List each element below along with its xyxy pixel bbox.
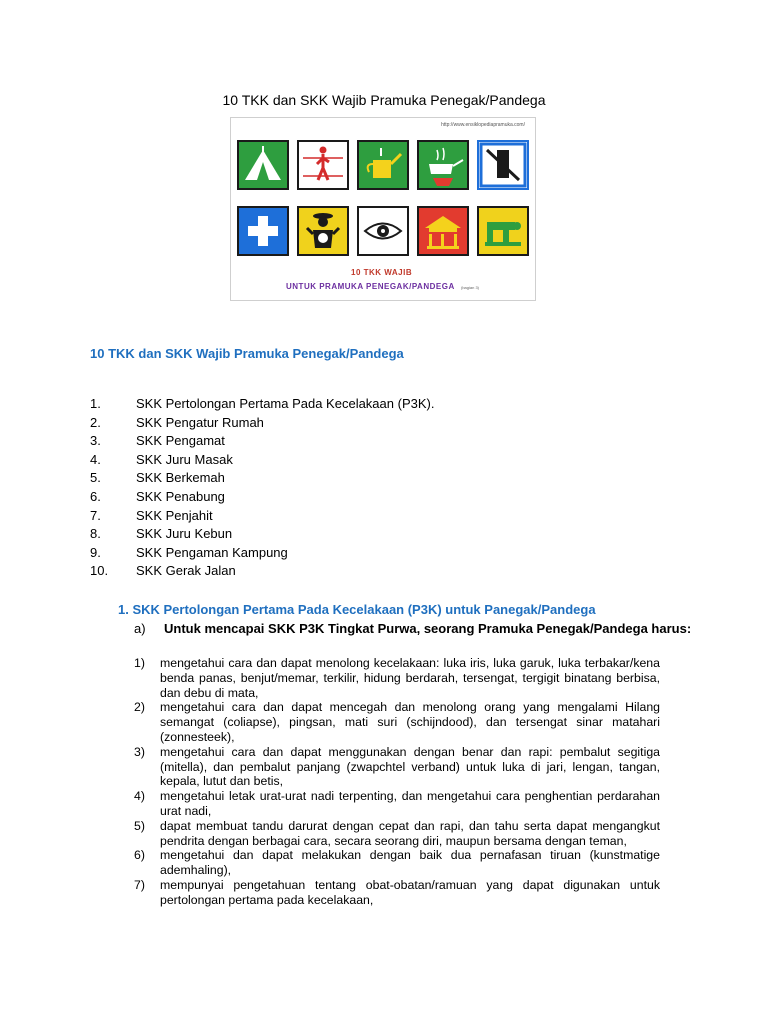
- list-item: 3) mengetahui cara dan dapat menggunakan dengan benar dan rapi: pembalut segitiga (mitella), dan pembalut panjang (zwapchtel verband) untuk luka di jari, lengan, tangan, kepala, lutut dan betis,: [134, 744, 660, 789]
- list-item: 9. SKK Pengaman Kampung: [90, 544, 288, 560]
- figure-part-label: (bagian 3): [461, 285, 480, 290]
- list-item: 5) dapat membuat tandu darurat dengan cepat dan rapi, dan tahu serta dapat mengangkut pendrita dengan berbagai cara, secara seorang diri, maupun bersama dengan teman,: [134, 818, 660, 848]
- list-item: 10. SKK Gerak Jalan: [90, 563, 236, 579]
- eye-icon: [357, 206, 409, 256]
- watering-can-icon: [357, 140, 409, 190]
- list-item: 4. SKK Juru Masak: [90, 451, 233, 467]
- scout-figure-icon: [297, 206, 349, 256]
- skk-list: [90, 396, 490, 582]
- no-entry-person-icon: [477, 140, 529, 190]
- cooking-pot-icon: [417, 140, 469, 190]
- list-item: 8. SKK Juru Kebun: [90, 526, 233, 542]
- list-item: 2) mengetahui cara dan dapat mencegah dan menolong orang yang mengalami Hilang semangat (coliapse), pingsan, mati suri (schijndood), dan tersengat sinar matahari (zonnesteek),: [134, 700, 660, 744]
- list-item: 5. SKK Berkemah: [90, 470, 225, 486]
- figure-banner-title: 10 TKK WAJIB: [351, 268, 413, 277]
- list-item: 7) mempunyai pengetahuan tentang obat-obatan/ramuan yang dapat digunakan untuk pertolongan pertama pada kecelakaan,: [134, 877, 660, 907]
- list-item: 3. SKK Pengamat: [90, 433, 225, 449]
- p3k-section-title: 1. SKK Pertolongan Pertama Pada Kecelakaan (P3K) untuk Panegak/Pandega: [118, 602, 596, 617]
- sewing-machine-icon: [477, 206, 529, 256]
- section-heading: 10 TKK dan SKK Wajib Pramuka Penegak/Pandega: [90, 346, 404, 361]
- requirements-list: [134, 656, 660, 908]
- list-item: 6. SKK Penabung: [90, 488, 225, 504]
- tent-icon: [237, 140, 289, 190]
- document-title: 10 TKK dan SKK Wajib Pramuka Penegak/Pandega: [222, 92, 546, 108]
- list-item: 6) mengetahui dan dapat melakukan dengan baik dua pernafasan tiruan (kunstmatige ademhaling),: [134, 848, 660, 878]
- house-icon: [417, 206, 469, 256]
- walking-person-icon: [297, 140, 349, 190]
- subsection-label: a): [134, 621, 146, 636]
- tkk-badges-figure: [230, 117, 536, 301]
- list-item: 1) mengetahui cara dan dapat menolong kecelakaan: luka iris, luka garuk, luka terbakar/kena benda panas, benjut/memar, terkilir, hidung berdarah, tersengat, tergigit binatang berbisa, dan debu di mata,: [134, 656, 660, 700]
- subsection-text: Untuk mencapai SKK P3K Tingkat Purwa, seorang Pramuka Penegak/Pandega harus:: [164, 621, 692, 636]
- figure-url: http://www.ensiklopediapramuka.com/: [441, 122, 525, 128]
- list-item: 1. SKK Pertolongan Pertama Pada Kecelakaan (P3K).: [90, 396, 435, 411]
- list-item: 2. SKK Pengatur Rumah: [90, 414, 264, 430]
- first-aid-cross-icon: [237, 206, 289, 256]
- list-item: 7. SKK Penjahit: [90, 507, 213, 523]
- figure-banner-subtitle: UNTUK PRAMUKA PENEGAK/PANDEGA: [286, 282, 455, 291]
- list-item: 4) mengetahui letak urat-urat nadi terpenting, dan mengetahui cara penghentian perdarahan urat nadi,: [134, 789, 660, 818]
